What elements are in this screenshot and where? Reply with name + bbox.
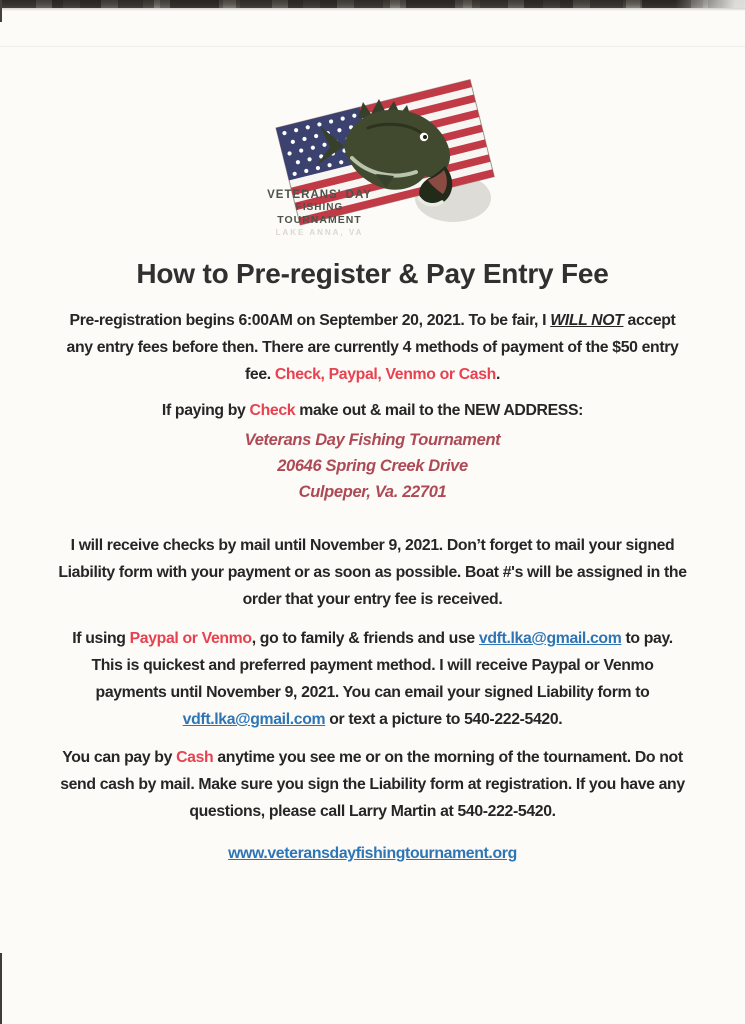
- text-segment: If using: [72, 630, 130, 647]
- paragraph-cash: [57, 744, 689, 825]
- text-segment: Cash: [176, 749, 214, 766]
- scan-streak-artifact: [0, 46, 745, 47]
- text-segment: If paying by: [161, 402, 250, 419]
- scan-top-edge-shadow: [0, 8, 745, 11]
- logo-title-line1: VETERANS' DAY: [267, 189, 372, 201]
- address-line-name: [57, 427, 689, 453]
- text-segment: anytime you see me or on the morning of the tournament. Do not send cash by mail. Make sure you sign the Liability form at registration. If you have any questions, please call Larry Martin at 540-222-5420.: [60, 749, 685, 820]
- address-line-street: [57, 453, 689, 479]
- text-segment: make out & mail to the NEW ADDRESS:: [295, 402, 584, 419]
- logo-subtitle: LAKE ANNA, VA: [275, 227, 364, 237]
- text-segment: I will receive checks by mail until November 9, 2021. Don’t forget to mail your signed Liability form with your payment or as soon as possible. Boat #'s will be assigned in the order that your entry fee is received.: [58, 537, 687, 608]
- scan-left-edge-artifact-bottom: [0, 953, 2, 1024]
- text-segment: 20646 Spring Creek Drive: [277, 457, 468, 475]
- text-segment: Check, Paypal, Venmo or Cash: [274, 366, 496, 383]
- logo-title-line2: FISHING: [295, 202, 344, 214]
- text-segment: , go to family & friends and use: [251, 630, 479, 647]
- paragraph-paypal-venmo: [57, 625, 689, 733]
- address-line-city: [57, 479, 689, 505]
- paragraph-website: [57, 840, 689, 867]
- text-segment: Paypal or Venmo: [129, 630, 252, 647]
- scan-left-edge-artifact-top: [0, 0, 2, 22]
- email-link-2[interactable]: vdft.lka@gmail.com: [182, 711, 326, 728]
- website-link[interactable]: www.veteransdayfishingtournament.org: [228, 845, 517, 862]
- flyer-body: [0, 307, 745, 867]
- paragraph-checks-by-mail: [57, 532, 689, 613]
- paragraph-check-instructions: [57, 397, 689, 424]
- scan-top-edge-artifact: [0, 0, 745, 8]
- page-title: How to Pre-register & Pay Entry Fee: [136, 258, 609, 289]
- text-segment: Pre-registration begins 6:00AM on September 20, 2021. To be fair, I: [69, 312, 551, 329]
- paragraph-preregistration: [57, 307, 689, 388]
- text-segment: .: [495, 366, 500, 383]
- text-segment: Culpeper, Va. 22701: [298, 483, 447, 501]
- text-segment: Veterans Day Fishing Tournament: [244, 431, 501, 449]
- email-link-1[interactable]: vdft.lka@gmail.com: [478, 630, 622, 647]
- logo-text: [250, 189, 390, 237]
- text-segment: You can pay by: [62, 749, 177, 766]
- text-segment: WILL NOT: [550, 312, 624, 329]
- logo-title-line3: TOURNAMENT: [277, 213, 362, 226]
- text-segment: or text a picture to 540-222-5420.: [325, 711, 563, 728]
- tournament-logo: [248, 76, 498, 246]
- text-segment: to pay. This is quickest and preferred payment method. I will receive Paypal or Venmo payments until November 9, 2021. You can email your signed Liability form to: [91, 630, 673, 701]
- text-segment: accept any entry fees before then. There are currently 4 methods of payment of the $50 entry fee.: [66, 312, 679, 383]
- text-segment: Check: [249, 402, 296, 419]
